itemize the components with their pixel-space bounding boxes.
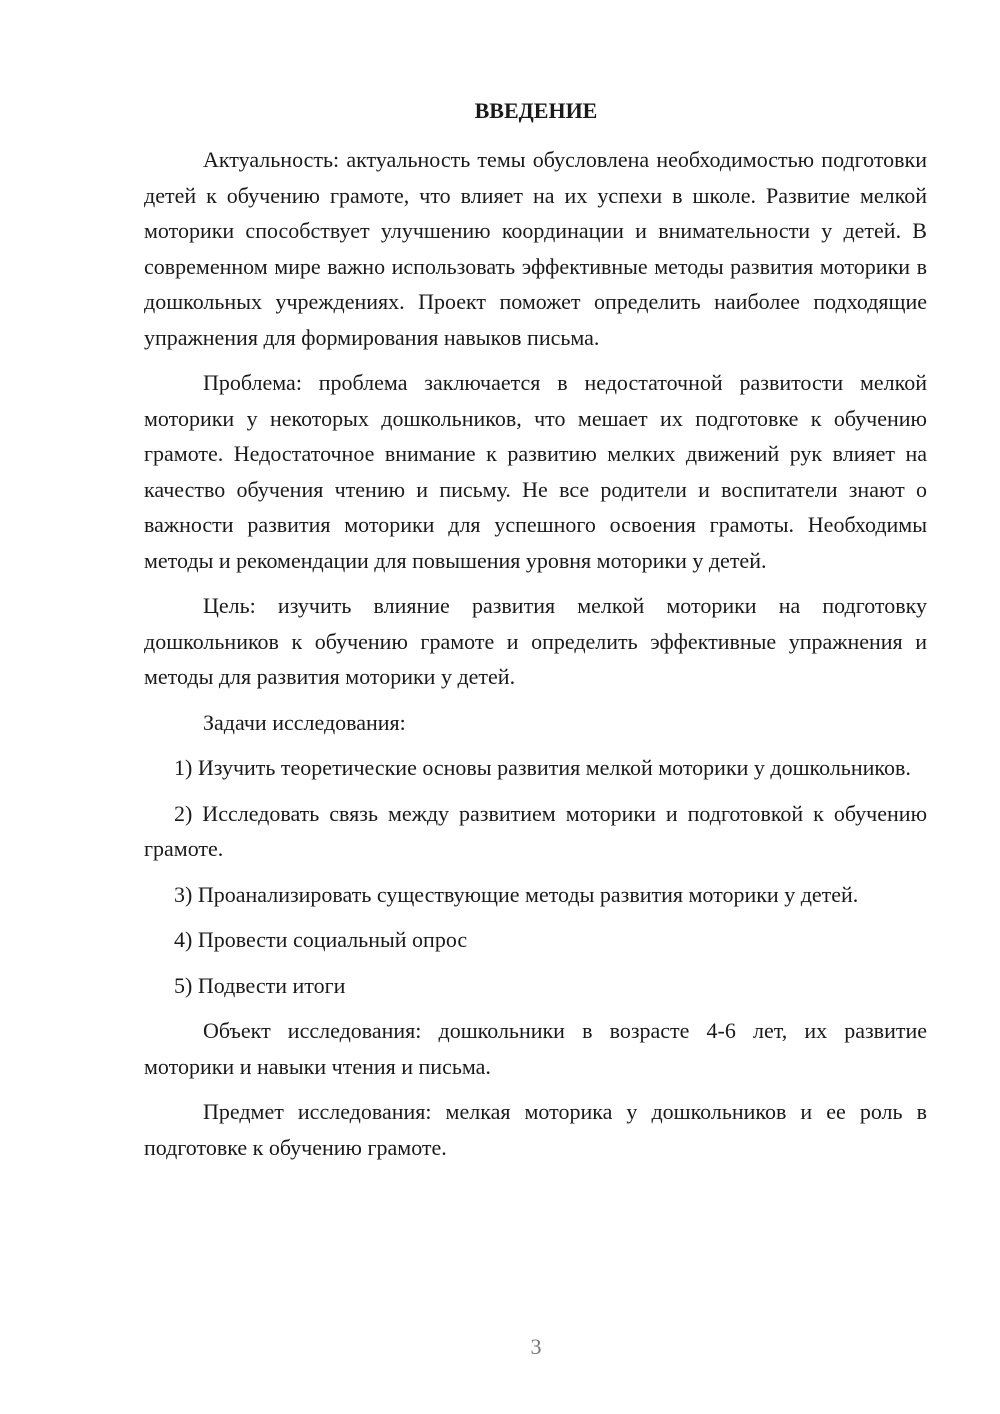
- task-item: 2) Исследовать связь между развитием моторики и подготовкой к обучению грамоте.: [144, 800, 927, 861]
- object-paragraph: Объект исследования: дошкольники в возрасте 4-6 лет, их развитие моторики и навыки чтения и письма.: [144, 1018, 927, 1079]
- subject-paragraph: Предмет исследования: мелкая моторика у дошкольников и ее роль в подготовке к обучению грамоте.: [144, 1099, 927, 1160]
- relevance-paragraph: Актуальность: актуальность темы обусловлена необходимостью подготовки детей к обучению грамоте, что влияет на их успехи в школе. Развитие мелкой моторики способствует улучшению координации и внимательности у детей. В современном мире важно использовать эффективные методы развития моторики в дошкольных учреждениях. Проект поможет определить наиболее подходящие упражнения для формирования навыков письма.: [144, 147, 927, 350]
- goal-paragraph: Цель: изучить влияние развития мелкой моторики на подготовку дошкольников к обучению грамоте и определить эффективные упражнения и методы для развития моторики у детей.: [144, 593, 927, 689]
- page-number: 3: [530, 1334, 542, 1359]
- document-body: [144, 142, 927, 1175]
- task-item: 5) Подвести итоги: [174, 972, 346, 998]
- page-title: ВВЕДЕНИЕ: [474, 98, 598, 123]
- problem-paragraph: Проблема: проблема заключается в недостаточной развитости мелкой моторики у некоторых дошкольников, что мешает их подготовке к обучению грамоте. Недостаточное внимание к развитию мелких движений рук влияет на качество обучения чтению и письму. Не все родители и воспитатели знают о важности развития моторики для успешного освоения грамоты. Необходимы методы и рекомендации для повышения уровня моторики у детей.: [144, 370, 927, 573]
- task-item: 1) Изучить теоретические основы развития мелкой моторики у дошкольников.: [174, 755, 911, 780]
- tasks-heading: Задачи исследования:: [203, 709, 406, 735]
- task-item: 3) Проанализировать существующие методы развития моторики у детей.: [174, 881, 859, 907]
- task-item: 4) Провести социальный опрос: [174, 927, 468, 952]
